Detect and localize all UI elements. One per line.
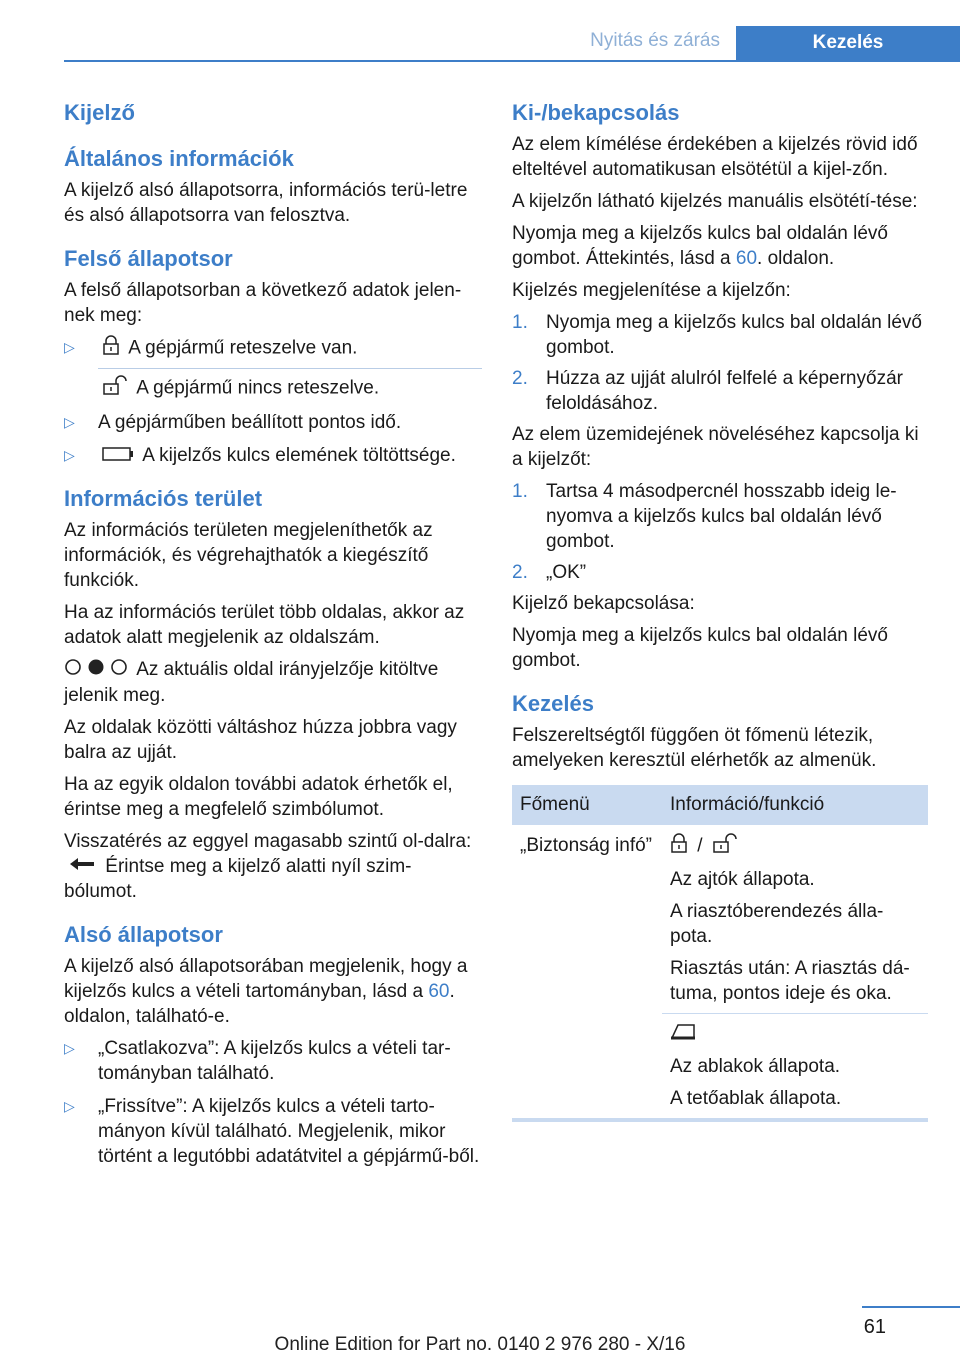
footer-edition: Online Edition for Part no. 0140 2 976 280 - X/16 bbox=[274, 1334, 686, 1355]
lower-bar-p1-b: . oldalon, található-e. bbox=[64, 981, 455, 1028]
step-number: 2. bbox=[512, 368, 528, 389]
onoff-p6: Kijelző bekapcsolása: bbox=[512, 593, 695, 614]
windows-status-text: Az ablakok állapota. bbox=[670, 1056, 841, 1078]
steps-list-1 bbox=[512, 310, 928, 416]
header-section-title: Nyitás és zárás bbox=[590, 30, 720, 51]
list-item bbox=[64, 1036, 482, 1086]
sunroof-status-text: A tetőablak állapota. bbox=[670, 1088, 842, 1110]
operation-p1: Felszereltségtől függően öt főmenü létezik, amelyeken keresztül elérhetők az almenük. bbox=[512, 725, 877, 771]
onoff-p2: A kijelzőn látható kijelzés manuális elsötétí-tése: bbox=[512, 191, 918, 212]
operation-heading: Kezelés bbox=[512, 691, 594, 716]
page-indicator-text: Az aktuális oldal irányjelzője kitöltve jelenik meg. bbox=[64, 659, 439, 706]
back-text-b: Érintse meg a kijelző alatti nyíl szim-bólumot. bbox=[64, 855, 412, 903]
locked-text: A gépjármű reteszelve van. bbox=[128, 337, 358, 359]
table-header-row bbox=[512, 785, 928, 825]
general-heading: Általános információk bbox=[64, 146, 294, 171]
table-bottom-rule bbox=[512, 1118, 928, 1122]
onoff-p1: Az elem kímélése érdekében a kijelzés rövid idő elteltével automatikusan elsötétül a kijel-zőn. bbox=[512, 134, 918, 180]
step-text: Nyomja meg a kijelzős kulcs bal oldalán lévő gombot. bbox=[546, 312, 922, 358]
page-header bbox=[64, 26, 960, 62]
table-cell-menu: „Biztonság infó” bbox=[520, 835, 653, 856]
connected-text: „Csatlakozva”: A kijelzős kulcs a vételi tar-tományban található. bbox=[98, 1038, 451, 1085]
list-item bbox=[512, 479, 928, 554]
battery-text: A kijelzős kulcs elemének töltöttsége. bbox=[142, 445, 456, 466]
list-item bbox=[512, 560, 928, 585]
alarm-status-text: A riasztóberendezés álla-pota. bbox=[670, 901, 884, 947]
list-item bbox=[64, 335, 482, 402]
info-area-p1: Az információs területen megjeleníthetők az információk, és végrehajthatók a kiegészítő funkciók. bbox=[64, 520, 433, 592]
step-text: Húzza az ujját alulról felfelé a képernyőzár feloldásához. bbox=[546, 368, 903, 414]
info-area-p3 bbox=[64, 657, 482, 707]
left-column bbox=[64, 100, 482, 1177]
page-link[interactable]: 60 bbox=[735, 248, 758, 269]
step-text: Tartsa 4 másodpercnél hosszabb ideig le-nyomva a kijelzős kulcs bal oldalán lévő gombot. bbox=[546, 481, 897, 552]
locked-padlock-icon bbox=[670, 833, 688, 860]
unlocked-text: A gépjármű nincs reteszelve. bbox=[136, 377, 380, 399]
info-area-p5: Ha az egyik oldalon további adatok érhetők el, érintse meg a megfelelő szimbólumot. bbox=[64, 773, 453, 820]
step-number: 2. bbox=[512, 562, 528, 583]
onoff-heading: Ki-/bekapcsolás bbox=[512, 100, 680, 125]
onoff-p7: Nyomja meg a kijelzős kulcs bal oldalán lévő gombot. bbox=[512, 625, 888, 671]
general-text: A kijelző alsó állapotsorra, információs terü-letre és alsó állapotsorra van felosztva. bbox=[64, 180, 468, 226]
bullet-triangle-icon: ▷ bbox=[64, 414, 75, 430]
step-number: 1. bbox=[512, 312, 528, 333]
back-arrow-icon bbox=[68, 854, 96, 879]
lower-bar-list bbox=[64, 1036, 482, 1169]
bullet-triangle-icon: ▷ bbox=[64, 339, 75, 355]
alarm-detail-text: Riasztás után: A riasztás dá-tuma, pontos ideje és oka. bbox=[670, 958, 910, 1004]
onoff-p3-a: Nyomja meg a kijelzős kulcs bal oldalán lévő gombot. Áttekintés, lásd a bbox=[512, 223, 888, 269]
bullet-triangle-icon: ▷ bbox=[64, 1040, 75, 1057]
battery-icon bbox=[102, 443, 134, 468]
upper-bar-list bbox=[64, 335, 482, 468]
onoff-p4: Kijelzés megjelenítése a kijelzőn: bbox=[512, 280, 791, 301]
menu-table bbox=[512, 785, 928, 1118]
step-text: „OK” bbox=[546, 562, 587, 583]
onoff-p5: Az elem üzemidejének növeléséhez kapcsolja ki a kijelzőt: bbox=[512, 424, 919, 470]
window-icon-line bbox=[670, 1022, 920, 1047]
right-column bbox=[512, 100, 928, 1122]
table-cell-info bbox=[662, 825, 928, 1014]
list-divider bbox=[98, 368, 482, 369]
lower-bar-p1-a: A kijelző alsó állapotsorában megjelenik, hogy a kijelzős kulcs a vételi tartományban, lásd a bbox=[64, 956, 468, 1003]
updated-text: „Frissítve”: A kijelzős kulcs a vételi tarto-mányon kívül található. Megjelenik, mikor történt a legutóbbi adatátvitel a gépjármű-ből. bbox=[98, 1096, 480, 1168]
table-row bbox=[512, 825, 928, 1014]
icon-separator: / bbox=[697, 835, 703, 857]
list-item bbox=[512, 310, 928, 360]
upper-bar-text: A felső állapotsorban a következő adatok jelen-nek meg: bbox=[64, 280, 462, 326]
unlocked-padlock-icon bbox=[712, 833, 738, 860]
lock-icons-line bbox=[670, 833, 920, 860]
car-window-icon bbox=[670, 1022, 696, 1047]
list-item bbox=[64, 1094, 482, 1169]
time-text: A gépjárműben beállított pontos idő. bbox=[98, 412, 402, 433]
onoff-p3-b: . oldalon. bbox=[757, 248, 835, 269]
info-area-p6 bbox=[64, 829, 482, 904]
bullet-triangle-icon: ▷ bbox=[64, 1098, 75, 1115]
table-header-menu: Főmenü bbox=[512, 785, 662, 825]
section-title: Kijelző bbox=[64, 100, 135, 125]
doors-status-text: Az ajtók állapota. bbox=[670, 869, 815, 890]
lower-bar-p1 bbox=[64, 954, 482, 1029]
bullet-triangle-icon: ▷ bbox=[64, 447, 75, 463]
page-number-rule bbox=[862, 1306, 960, 1308]
info-area-heading: Információs terület bbox=[64, 486, 263, 512]
header-chapter-tab: Kezelés bbox=[736, 26, 960, 62]
table-header-info: Információ/funkció bbox=[662, 785, 928, 825]
lower-bar-heading: Alsó állapotsor bbox=[64, 922, 223, 948]
info-area-p2: Ha az információs terület több oldalas, akkor az adatok alatt megjelenik az oldalszám. bbox=[64, 602, 465, 649]
info-area-p4: Az oldalak közötti váltáshoz húzza jobbra vagy balra az ujját. bbox=[64, 716, 457, 763]
page-indicator-dots-icon bbox=[64, 658, 128, 683]
list-item bbox=[64, 410, 482, 435]
upper-bar-heading: Felső állapotsor bbox=[64, 246, 233, 271]
list-item bbox=[64, 443, 482, 468]
step-number: 1. bbox=[512, 481, 528, 502]
page-link[interactable]: 60 bbox=[428, 981, 450, 1003]
steps-list-2 bbox=[512, 479, 928, 585]
onoff-p3 bbox=[512, 221, 928, 271]
list-item bbox=[512, 366, 928, 416]
table-row bbox=[512, 1014, 928, 1119]
table-cell-menu bbox=[512, 1014, 662, 1119]
table-cell-info bbox=[662, 1014, 928, 1119]
unlocked-padlock-icon bbox=[102, 375, 128, 402]
back-text-a: Visszatérés az eggyel magasabb szintű ol-dalra: bbox=[64, 830, 472, 852]
locked-padlock-icon bbox=[102, 335, 120, 362]
page-number: 61 bbox=[863, 1316, 886, 1338]
header-rule bbox=[64, 60, 960, 62]
